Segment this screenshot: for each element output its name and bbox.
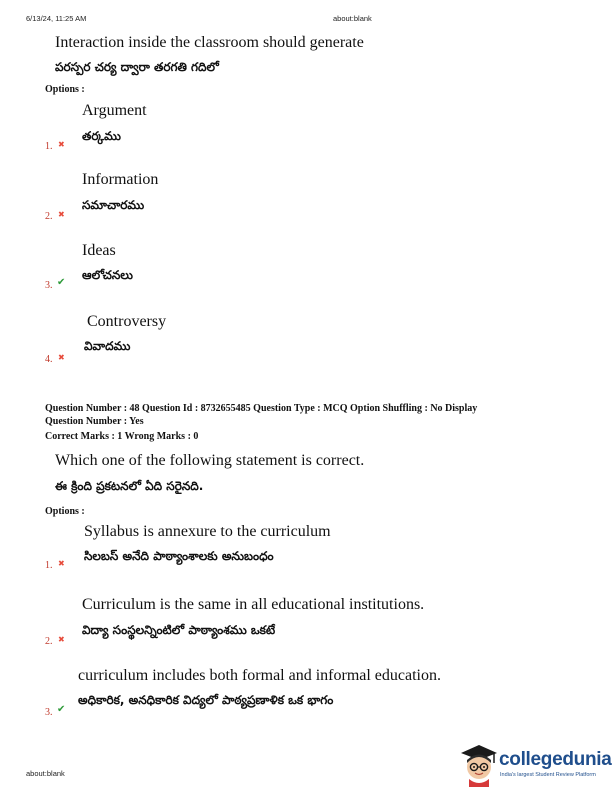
option-number: 4.	[45, 354, 53, 365]
options-label: Options :	[45, 84, 85, 95]
option-number: 3.	[45, 707, 53, 718]
option-number: 1.	[45, 141, 53, 152]
print-datetime: 6/13/24, 11:25 AM	[26, 14, 87, 23]
option-text-en: Controversy	[87, 313, 167, 330]
option-text-te: సమాచారము	[82, 198, 145, 212]
question-text-en: Interaction inside the classroom should generate	[55, 34, 364, 51]
logo-tagline: India's largest Student Review Platform	[500, 772, 596, 778]
option-text-te: ఆలోచనలు	[82, 268, 133, 282]
footer-url: about:blank	[26, 769, 65, 778]
option-text-en: Curriculum is the same in all educational institutions.	[82, 596, 425, 613]
wrong-mark-icon: ✖	[58, 210, 65, 219]
option-text-en: Syllabus is annexure to the curriculum	[84, 523, 331, 540]
wrong-mark-icon: ✖	[58, 140, 65, 149]
correct-mark-icon: ✔	[57, 704, 66, 715]
question-meta-display: Question Number : Yes	[45, 416, 144, 427]
logo-wordmark: collegedunia	[499, 749, 612, 770]
question-text-te: ఈ క్రింది ప్రకటనలో ఏది సరైనది.	[55, 479, 204, 493]
option-text-te: అధికారిక, అనధికారిక విద్యలో పాఠ్యప్రణాళిక ఒక భాగం	[78, 693, 334, 707]
wrong-mark-icon: ✖	[58, 635, 65, 644]
option-text-te: సిలబస్ అనేది పాఠ్యాంశాలకు అనుబంధం	[84, 549, 274, 563]
question-text-en: Which one of the following statement is correct.	[55, 452, 365, 469]
correct-mark-icon: ✔	[57, 277, 66, 288]
option-text-en: Ideas	[82, 242, 116, 259]
student-mascot-icon	[457, 741, 501, 787]
option-text-en: Argument	[82, 102, 147, 119]
option-text-en: curriculum includes both formal and informal education.	[78, 667, 441, 684]
question-meta: Question Number : 48 Question Id : 8732655485 Question Type : MCQ Option Shuffling : No Display	[45, 403, 478, 414]
wrong-mark-icon: ✖	[58, 353, 65, 362]
print-url: about:blank	[333, 14, 372, 23]
option-number: 2.	[45, 211, 53, 222]
options-label: Options :	[45, 506, 85, 517]
option-text-te: తర్కము	[82, 129, 121, 143]
question-marks: Correct Marks : 1 Wrong Marks : 0	[45, 431, 199, 442]
question-text-te: పరస్పర చర్య ద్వారా తరగతి గదిలో	[55, 60, 219, 74]
option-text-en: Information	[82, 171, 159, 188]
option-text-te: వివాదము	[84, 339, 131, 353]
option-number: 1.	[45, 560, 53, 571]
option-text-te: విద్యా సంస్థలన్నింటిలో పాఠ్యాంశము ఒకటే	[82, 623, 276, 637]
option-number: 2.	[45, 636, 53, 647]
wrong-mark-icon: ✖	[58, 559, 65, 568]
option-number: 3.	[45, 280, 53, 291]
collegedunia-logo	[457, 741, 612, 787]
